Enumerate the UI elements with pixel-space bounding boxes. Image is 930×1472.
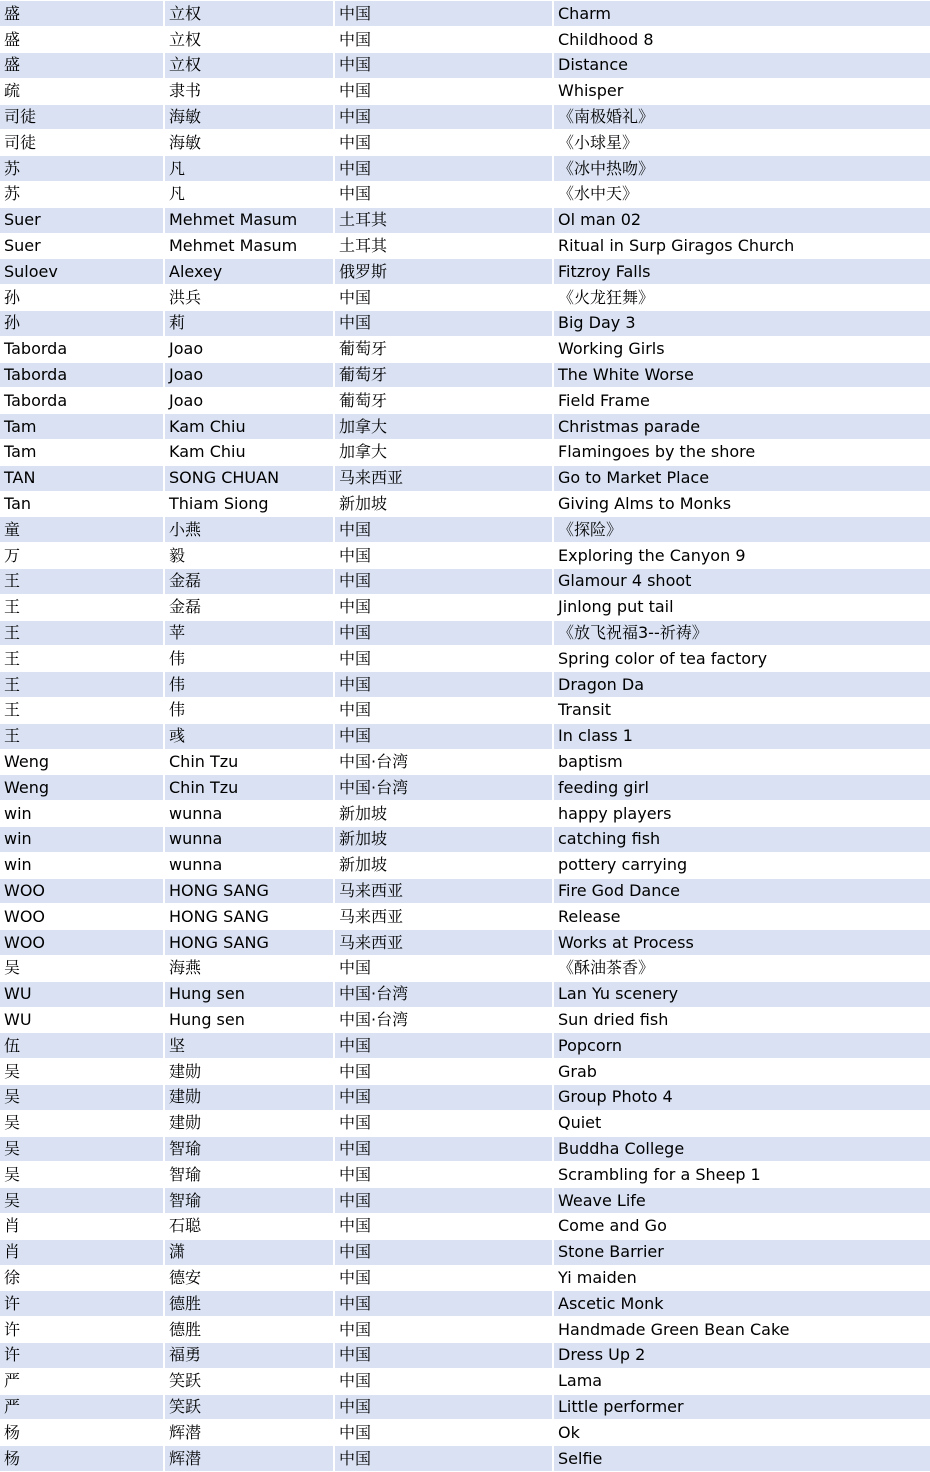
- given-name-cell[interactable]: 凡: [164, 182, 334, 208]
- country-cell[interactable]: 中国: [334, 311, 553, 337]
- surname-cell[interactable]: 许: [0, 1291, 164, 1317]
- table-row: [0, 414, 930, 440]
- given-name-cell[interactable]: 坚: [164, 1033, 334, 1059]
- title-cell[interactable]: Group Photo 4: [553, 1084, 930, 1110]
- surname-cell[interactable]: 吴: [0, 1162, 164, 1188]
- surname-cell[interactable]: 杨: [0, 1446, 164, 1472]
- title-cell[interactable]: Lan Yu scenery: [553, 981, 930, 1007]
- surname-cell[interactable]: 王: [0, 569, 164, 595]
- country-cell[interactable]: 中国: [334, 955, 553, 981]
- title-cell[interactable]: Whisper: [553, 78, 930, 104]
- surname-cell[interactable]: 吴: [0, 955, 164, 981]
- given-name-cell[interactable]: Hung sen: [164, 981, 334, 1007]
- surname-cell[interactable]: Weng: [0, 749, 164, 775]
- table-row: [0, 1213, 930, 1239]
- table-row: [0, 1162, 930, 1188]
- table-row: [0, 620, 930, 646]
- given-name-cell[interactable]: Hung sen: [164, 1007, 334, 1033]
- country-cell[interactable]: 中国·台湾: [334, 749, 553, 775]
- table-row: [0, 1368, 930, 1394]
- given-name-cell[interactable]: wunna: [164, 852, 334, 878]
- country-cell[interactable]: 中国: [334, 285, 553, 311]
- surname-cell[interactable]: 孙: [0, 285, 164, 311]
- table-row: [0, 104, 930, 130]
- country-cell[interactable]: 葡萄牙: [334, 388, 553, 414]
- surname-cell[interactable]: 肖: [0, 1213, 164, 1239]
- country-cell[interactable]: 新加坡: [334, 852, 553, 878]
- table-row: [0, 130, 930, 156]
- surname-cell[interactable]: 严: [0, 1394, 164, 1420]
- table-row: [0, 182, 930, 208]
- surname-cell[interactable]: 吴: [0, 1136, 164, 1162]
- country-cell[interactable]: 加拿大: [334, 440, 553, 466]
- country-cell[interactable]: 中国: [334, 1162, 553, 1188]
- surname-cell[interactable]: 王: [0, 723, 164, 749]
- title-cell[interactable]: Sun dried fish: [553, 1007, 930, 1033]
- country-cell[interactable]: 中国: [334, 1136, 553, 1162]
- given-name-cell[interactable]: Joao: [164, 388, 334, 414]
- given-name-cell[interactable]: 隶书: [164, 78, 334, 104]
- title-cell[interactable]: baptism: [553, 749, 930, 775]
- title-cell[interactable]: Ritual in Surp Giragos Church: [553, 233, 930, 259]
- surname-cell[interactable]: 王: [0, 646, 164, 672]
- table-row: [0, 1059, 930, 1085]
- title-cell[interactable]: Childhood 8: [553, 27, 930, 53]
- country-cell[interactable]: 中国: [334, 1291, 553, 1317]
- title-cell[interactable]: Works at Process: [553, 930, 930, 956]
- table-row: [0, 1033, 930, 1059]
- table-row: [0, 594, 930, 620]
- surname-cell[interactable]: 伍: [0, 1033, 164, 1059]
- surname-cell[interactable]: WOO: [0, 878, 164, 904]
- table-row: [0, 1239, 930, 1265]
- surname-cell[interactable]: 许: [0, 1342, 164, 1368]
- country-cell[interactable]: 俄罗斯: [334, 259, 553, 285]
- given-name-cell[interactable]: 凡: [164, 156, 334, 182]
- given-name-cell[interactable]: 小燕: [164, 517, 334, 543]
- given-name-cell[interactable]: 建勋: [164, 1110, 334, 1136]
- table-row: [0, 930, 930, 956]
- country-cell[interactable]: 中国: [334, 104, 553, 130]
- surname-cell[interactable]: Weng: [0, 775, 164, 801]
- given-name-cell[interactable]: 立权: [164, 27, 334, 53]
- given-name-cell[interactable]: 德胜: [164, 1291, 334, 1317]
- title-cell[interactable]: Giving Alms to Monks: [553, 491, 930, 517]
- surname-cell[interactable]: 疏: [0, 78, 164, 104]
- spreadsheet: [0, 1, 930, 1472]
- country-cell[interactable]: 土耳其: [334, 207, 553, 233]
- table-row: [0, 1007, 930, 1033]
- table-row: [0, 311, 930, 337]
- country-cell[interactable]: 新加坡: [334, 827, 553, 853]
- given-name-cell[interactable]: Joao: [164, 362, 334, 388]
- given-name-cell[interactable]: Mehmet Masum: [164, 207, 334, 233]
- table-row: [0, 1265, 930, 1291]
- given-name-cell[interactable]: 海敏: [164, 104, 334, 130]
- table-row: [0, 904, 930, 930]
- given-name-cell[interactable]: 洪兵: [164, 285, 334, 311]
- table-row: [0, 440, 930, 466]
- given-name-cell[interactable]: 智瑜: [164, 1162, 334, 1188]
- title-cell[interactable]: Little performer: [553, 1394, 930, 1420]
- country-cell[interactable]: 新加坡: [334, 491, 553, 517]
- country-cell[interactable]: 中国: [334, 672, 553, 698]
- title-cell[interactable]: Working Girls: [553, 336, 930, 362]
- given-name-cell[interactable]: 立权: [164, 1, 334, 27]
- table-row: [0, 981, 930, 1007]
- table-row: [0, 1084, 930, 1110]
- surname-cell[interactable]: 盛: [0, 1, 164, 27]
- country-cell[interactable]: 中国: [334, 1084, 553, 1110]
- surname-cell[interactable]: 吴: [0, 1059, 164, 1085]
- given-name-cell[interactable]: Alexey: [164, 259, 334, 285]
- country-cell[interactable]: 中国: [334, 569, 553, 595]
- country-cell[interactable]: 中国: [334, 1420, 553, 1446]
- given-name-cell[interactable]: 福勇: [164, 1342, 334, 1368]
- table-row: [0, 723, 930, 749]
- surname-cell[interactable]: Tam: [0, 414, 164, 440]
- given-name-cell[interactable]: 毅: [164, 543, 334, 569]
- title-cell[interactable]: 《酥油茶香》: [553, 955, 930, 981]
- title-cell[interactable]: Handmade Green Bean Cake: [553, 1317, 930, 1343]
- title-cell[interactable]: Ok: [553, 1420, 930, 1446]
- title-cell[interactable]: 《探险》: [553, 517, 930, 543]
- country-cell[interactable]: 中国·台湾: [334, 981, 553, 1007]
- surname-cell[interactable]: TAN: [0, 465, 164, 491]
- surname-cell[interactable]: Suer: [0, 207, 164, 233]
- given-name-cell[interactable]: Thiam Siong: [164, 491, 334, 517]
- title-cell[interactable]: 《小球星》: [553, 130, 930, 156]
- country-cell[interactable]: 中国: [334, 543, 553, 569]
- surname-cell[interactable]: Taborda: [0, 388, 164, 414]
- table-row: [0, 801, 930, 827]
- surname-cell[interactable]: Taborda: [0, 336, 164, 362]
- surname-cell[interactable]: 万: [0, 543, 164, 569]
- title-cell[interactable]: Scrambling for a Sheep 1: [553, 1162, 930, 1188]
- table-row: [0, 672, 930, 698]
- country-cell[interactable]: 中国: [334, 1059, 553, 1085]
- given-name-cell[interactable]: 辉潜: [164, 1446, 334, 1472]
- table-row: [0, 1420, 930, 1446]
- title-cell[interactable]: The White Worse: [553, 362, 930, 388]
- surname-cell[interactable]: 王: [0, 672, 164, 698]
- country-cell[interactable]: 马来西亚: [334, 465, 553, 491]
- table-row: [0, 1342, 930, 1368]
- table-row: [0, 1394, 930, 1420]
- surname-cell[interactable]: 王: [0, 698, 164, 724]
- title-cell[interactable]: catching fish: [553, 827, 930, 853]
- given-name-cell[interactable]: 智瑜: [164, 1136, 334, 1162]
- title-cell[interactable]: Big Day 3: [553, 311, 930, 337]
- given-name-cell[interactable]: 潇: [164, 1239, 334, 1265]
- title-cell[interactable]: Selfie: [553, 1446, 930, 1472]
- given-name-cell[interactable]: 海燕: [164, 955, 334, 981]
- surname-cell[interactable]: 吴: [0, 1110, 164, 1136]
- country-cell[interactable]: 中国: [334, 27, 553, 53]
- given-name-cell[interactable]: 莉: [164, 311, 334, 337]
- table-row: [0, 78, 930, 104]
- country-cell[interactable]: 土耳其: [334, 233, 553, 259]
- surname-cell[interactable]: win: [0, 852, 164, 878]
- title-cell[interactable]: Ol man 02: [553, 207, 930, 233]
- given-name-cell[interactable]: 笑跃: [164, 1394, 334, 1420]
- surname-cell[interactable]: Taborda: [0, 362, 164, 388]
- country-cell[interactable]: 中国: [334, 182, 553, 208]
- title-cell[interactable]: Exploring the Canyon 9: [553, 543, 930, 569]
- title-cell[interactable]: Glamour 4 shoot: [553, 569, 930, 595]
- surname-cell[interactable]: 苏: [0, 182, 164, 208]
- country-cell[interactable]: 中国: [334, 156, 553, 182]
- surname-cell[interactable]: 吴: [0, 1084, 164, 1110]
- title-cell[interactable]: 《冰中热吻》: [553, 156, 930, 182]
- table-row: [0, 646, 930, 672]
- data-table: [0, 1, 930, 1472]
- country-cell[interactable]: 中国·台湾: [334, 1007, 553, 1033]
- table-row: [0, 698, 930, 724]
- country-cell[interactable]: 中国: [334, 1033, 553, 1059]
- table-row: [0, 1136, 930, 1162]
- table-row: [0, 517, 930, 543]
- country-cell[interactable]: 马来西亚: [334, 878, 553, 904]
- country-cell[interactable]: 中国: [334, 1110, 553, 1136]
- title-cell[interactable]: Field Frame: [553, 388, 930, 414]
- given-name-cell[interactable]: 德安: [164, 1265, 334, 1291]
- table-row: [0, 233, 930, 259]
- surname-cell[interactable]: Suloev: [0, 259, 164, 285]
- table-row: [0, 1110, 930, 1136]
- table-row: [0, 878, 930, 904]
- country-cell[interactable]: 中国: [334, 1188, 553, 1214]
- country-cell[interactable]: 中国: [334, 646, 553, 672]
- given-name-cell[interactable]: 伟: [164, 672, 334, 698]
- country-cell[interactable]: 中国: [334, 1368, 553, 1394]
- title-cell[interactable]: In class 1: [553, 723, 930, 749]
- title-cell[interactable]: Popcorn: [553, 1033, 930, 1059]
- title-cell[interactable]: Lama: [553, 1368, 930, 1394]
- surname-cell[interactable]: 吴: [0, 1188, 164, 1214]
- given-name-cell[interactable]: 笑跃: [164, 1368, 334, 1394]
- table-row: [0, 259, 930, 285]
- country-cell[interactable]: 中国: [334, 1239, 553, 1265]
- surname-cell[interactable]: 盛: [0, 27, 164, 53]
- table-row: [0, 465, 930, 491]
- surname-cell[interactable]: 王: [0, 594, 164, 620]
- surname-cell[interactable]: 许: [0, 1317, 164, 1343]
- table-row: [0, 53, 930, 79]
- given-name-cell[interactable]: HONG SANG: [164, 878, 334, 904]
- surname-cell[interactable]: WU: [0, 981, 164, 1007]
- surname-cell[interactable]: 杨: [0, 1420, 164, 1446]
- title-cell[interactable]: Release: [553, 904, 930, 930]
- country-cell[interactable]: 中国: [334, 698, 553, 724]
- country-cell[interactable]: 中国: [334, 78, 553, 104]
- title-cell[interactable]: 《水中天》: [553, 182, 930, 208]
- country-cell[interactable]: 中国: [334, 53, 553, 79]
- surname-cell[interactable]: win: [0, 827, 164, 853]
- country-cell[interactable]: 中国: [334, 1213, 553, 1239]
- country-cell[interactable]: 中国: [334, 1394, 553, 1420]
- given-name-cell[interactable]: Chin Tzu: [164, 775, 334, 801]
- country-cell[interactable]: 中国: [334, 1, 553, 27]
- title-cell[interactable]: Come and Go: [553, 1213, 930, 1239]
- table-row: [0, 336, 930, 362]
- table-row: [0, 1, 930, 27]
- given-name-cell[interactable]: Mehmet Masum: [164, 233, 334, 259]
- given-name-cell[interactable]: 金磊: [164, 594, 334, 620]
- country-cell[interactable]: 中国: [334, 1446, 553, 1472]
- given-name-cell[interactable]: HONG SANG: [164, 930, 334, 956]
- title-cell[interactable]: Christmas parade: [553, 414, 930, 440]
- title-cell[interactable]: happy players: [553, 801, 930, 827]
- given-name-cell[interactable]: wunna: [164, 801, 334, 827]
- country-cell[interactable]: 中国: [334, 1342, 553, 1368]
- given-name-cell[interactable]: 伟: [164, 646, 334, 672]
- table-row: [0, 955, 930, 981]
- given-name-cell[interactable]: HONG SANG: [164, 904, 334, 930]
- table-row: [0, 827, 930, 853]
- surname-cell[interactable]: Suer: [0, 233, 164, 259]
- table-row: [0, 749, 930, 775]
- country-cell[interactable]: 中国: [334, 1265, 553, 1291]
- country-cell[interactable]: 马来西亚: [334, 904, 553, 930]
- country-cell[interactable]: 中国: [334, 723, 553, 749]
- given-name-cell[interactable]: 建勋: [164, 1059, 334, 1085]
- country-cell[interactable]: 加拿大: [334, 414, 553, 440]
- given-name-cell[interactable]: 海敏: [164, 130, 334, 156]
- country-cell[interactable]: 中国: [334, 594, 553, 620]
- title-cell[interactable]: Yi maiden: [553, 1265, 930, 1291]
- surname-cell[interactable]: 盛: [0, 53, 164, 79]
- country-cell[interactable]: 葡萄牙: [334, 336, 553, 362]
- surname-cell[interactable]: 司徒: [0, 130, 164, 156]
- surname-cell[interactable]: 童: [0, 517, 164, 543]
- surname-cell[interactable]: WOO: [0, 930, 164, 956]
- given-name-cell[interactable]: SONG CHUAN: [164, 465, 334, 491]
- title-cell[interactable]: Transit: [553, 698, 930, 724]
- title-cell[interactable]: Dragon Da: [553, 672, 930, 698]
- given-name-cell[interactable]: Kam Chiu: [164, 440, 334, 466]
- table-row: [0, 27, 930, 53]
- table-row: [0, 1188, 930, 1214]
- given-name-cell[interactable]: 石聪: [164, 1213, 334, 1239]
- title-cell[interactable]: Distance: [553, 53, 930, 79]
- title-cell[interactable]: Flamingoes by the shore: [553, 440, 930, 466]
- table-row: [0, 362, 930, 388]
- table-row: [0, 1446, 930, 1472]
- title-cell[interactable]: feeding girl: [553, 775, 930, 801]
- title-cell[interactable]: Go to Market Place: [553, 465, 930, 491]
- given-name-cell[interactable]: Joao: [164, 336, 334, 362]
- given-name-cell[interactable]: 立权: [164, 53, 334, 79]
- title-cell[interactable]: Buddha College: [553, 1136, 930, 1162]
- title-cell[interactable]: Fire God Dance: [553, 878, 930, 904]
- given-name-cell[interactable]: Chin Tzu: [164, 749, 334, 775]
- country-cell[interactable]: 葡萄牙: [334, 362, 553, 388]
- table-row: [0, 388, 930, 414]
- table-row: [0, 569, 930, 595]
- title-cell[interactable]: Quiet: [553, 1110, 930, 1136]
- given-name-cell[interactable]: 辉潜: [164, 1420, 334, 1446]
- given-name-cell[interactable]: 建勋: [164, 1084, 334, 1110]
- surname-cell[interactable]: 司徒: [0, 104, 164, 130]
- title-cell[interactable]: Stone Barrier: [553, 1239, 930, 1265]
- given-name-cell[interactable]: Kam Chiu: [164, 414, 334, 440]
- table-row: [0, 491, 930, 517]
- country-cell[interactable]: 中国: [334, 1317, 553, 1343]
- given-name-cell[interactable]: 伟: [164, 698, 334, 724]
- title-cell[interactable]: Ascetic Monk: [553, 1291, 930, 1317]
- surname-cell[interactable]: Tan: [0, 491, 164, 517]
- table-body: [0, 1, 930, 1471]
- given-name-cell[interactable]: 彧: [164, 723, 334, 749]
- given-name-cell[interactable]: 苹: [164, 620, 334, 646]
- country-cell[interactable]: 新加坡: [334, 801, 553, 827]
- country-cell[interactable]: 中国: [334, 517, 553, 543]
- title-cell[interactable]: Weave Life: [553, 1188, 930, 1214]
- title-cell[interactable]: Jinlong put tail: [553, 594, 930, 620]
- surname-cell[interactable]: 王: [0, 620, 164, 646]
- title-cell[interactable]: 《火龙狂舞》: [553, 285, 930, 311]
- title-cell[interactable]: Spring color of tea factory: [553, 646, 930, 672]
- surname-cell[interactable]: 严: [0, 1368, 164, 1394]
- table-row: [0, 156, 930, 182]
- surname-cell[interactable]: win: [0, 801, 164, 827]
- title-cell[interactable]: 《南极婚礼》: [553, 104, 930, 130]
- surname-cell[interactable]: 徐: [0, 1265, 164, 1291]
- country-cell[interactable]: 中国: [334, 130, 553, 156]
- title-cell[interactable]: Fitzroy Falls: [553, 259, 930, 285]
- country-cell[interactable]: 中国: [334, 620, 553, 646]
- table-row: [0, 1291, 930, 1317]
- given-name-cell[interactable]: 智瑜: [164, 1188, 334, 1214]
- table-row: [0, 1317, 930, 1343]
- table-row: [0, 543, 930, 569]
- title-cell[interactable]: pottery carrying: [553, 852, 930, 878]
- country-cell[interactable]: 中国·台湾: [334, 775, 553, 801]
- title-cell[interactable]: Dress Up 2: [553, 1342, 930, 1368]
- title-cell[interactable]: Grab: [553, 1059, 930, 1085]
- table-row: [0, 775, 930, 801]
- surname-cell[interactable]: 肖: [0, 1239, 164, 1265]
- title-cell[interactable]: Charm: [553, 1, 930, 27]
- table-row: [0, 207, 930, 233]
- title-cell[interactable]: 《放飞祝福3--祈祷》: [553, 620, 930, 646]
- surname-cell[interactable]: WU: [0, 1007, 164, 1033]
- country-cell[interactable]: 马来西亚: [334, 930, 553, 956]
- given-name-cell[interactable]: 德胜: [164, 1317, 334, 1343]
- table-row: [0, 852, 930, 878]
- given-name-cell[interactable]: wunna: [164, 827, 334, 853]
- surname-cell[interactable]: 苏: [0, 156, 164, 182]
- surname-cell[interactable]: WOO: [0, 904, 164, 930]
- surname-cell[interactable]: 孙: [0, 311, 164, 337]
- given-name-cell[interactable]: 金磊: [164, 569, 334, 595]
- table-row: [0, 285, 930, 311]
- surname-cell[interactable]: Tam: [0, 440, 164, 466]
